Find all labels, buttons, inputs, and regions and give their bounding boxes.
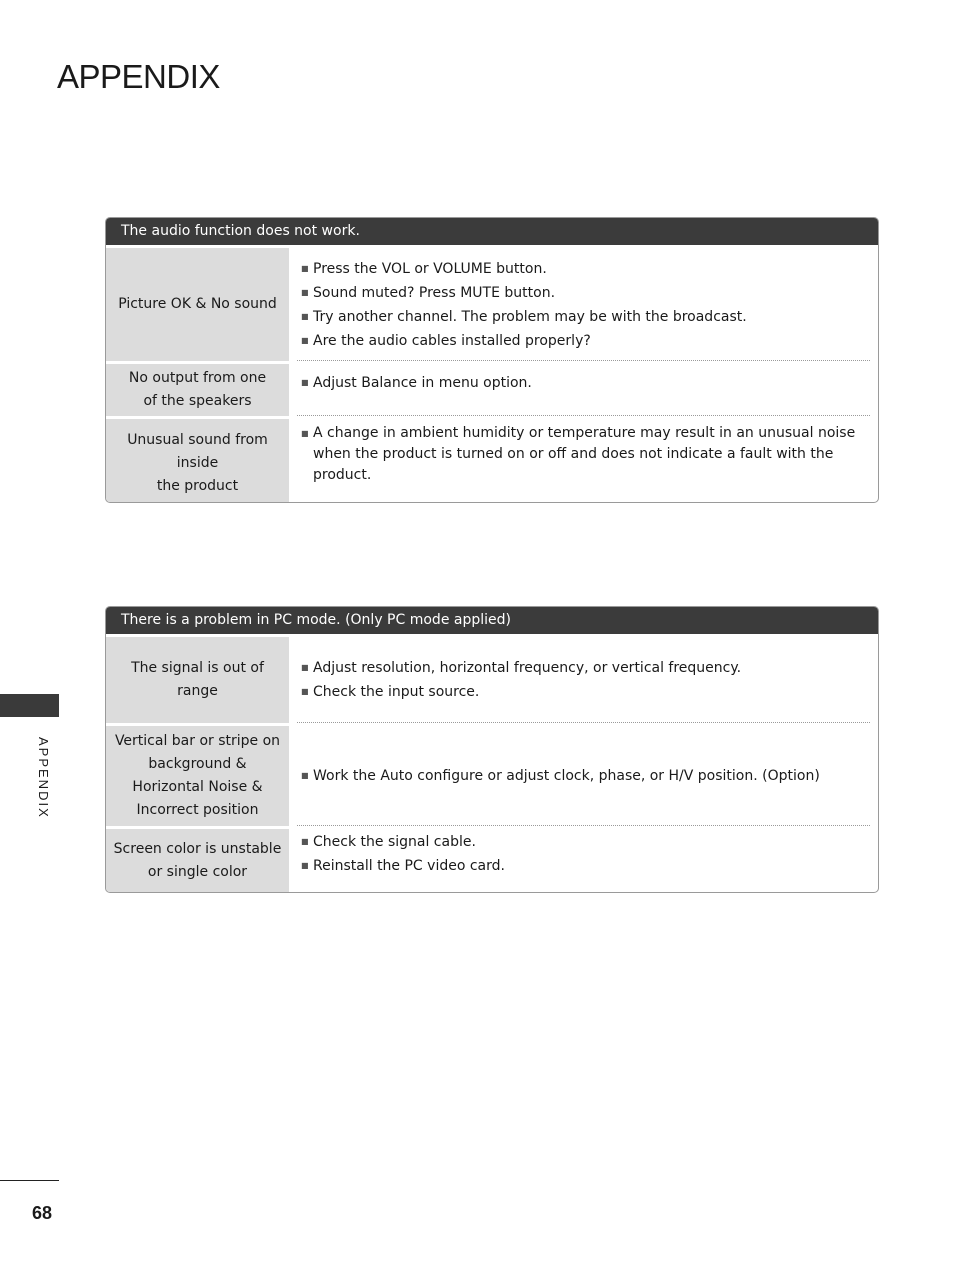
table-header: The audio function does not work.	[106, 218, 878, 245]
solution-item: ■ Check the input source.	[301, 680, 870, 704]
bullet-square-icon: ■	[301, 287, 309, 297]
solution-cell	[289, 829, 878, 893]
bullet-square-icon: ■	[301, 335, 309, 345]
bullet-square-icon: ■	[301, 429, 309, 438]
symptom-cell: Picture OK & No sound	[106, 248, 289, 361]
solution-item: ■ Adjust Balance in menu option.	[301, 371, 870, 395]
solution-cell	[289, 419, 878, 503]
solution-item: ■ Work the Auto configure or adjust clock, phase, or H/V position. (Option)	[301, 764, 870, 788]
table-row	[106, 826, 878, 893]
solution-cell	[289, 726, 878, 826]
bullet-square-icon: ■	[301, 861, 309, 870]
table-row	[106, 637, 878, 723]
bullet-square-icon: ■	[301, 837, 309, 846]
bullet-square-icon: ■	[301, 311, 309, 321]
solution-item: ■ Sound muted? Press MUTE button.	[301, 281, 870, 305]
symptom-cell: Unusual sound from inside the product	[106, 419, 289, 503]
solution-item: ■ Adjust resolution, horizontal frequency, or vertical frequency.	[301, 656, 870, 680]
solution-item: ■ Are the audio cables installed properly?	[301, 329, 870, 353]
page-number-rule	[0, 1180, 59, 1181]
page-number: 68	[32, 1203, 53, 1223]
table-row	[106, 248, 878, 361]
section-side-label: APPENDIX	[36, 737, 51, 819]
solution-cell	[289, 364, 878, 416]
symptom-cell: The signal is out of range	[106, 637, 289, 723]
table-header: There is a problem in PC mode. (Only PC mode applied)	[106, 607, 878, 634]
bullet-square-icon: ■	[301, 263, 309, 273]
table-row	[106, 416, 878, 503]
pc-trouble-table	[105, 606, 879, 893]
symptom-cell: No output from one of the speakers	[106, 364, 289, 416]
table-row	[106, 723, 878, 826]
solution-item: ■ A change in ambient humidity or temperature may result in an unusual noise when the product is turned on or off and does not indicate a fault with the product.	[301, 423, 870, 486]
bullet-square-icon: ■	[301, 687, 309, 696]
solution-cell	[289, 248, 878, 361]
bullet-square-icon: ■	[301, 771, 309, 780]
solution-item: ■ Press the VOL or VOLUME button.	[301, 257, 870, 281]
section-side-tab	[0, 694, 59, 717]
solution-item: ■ Check the signal cable.	[301, 830, 870, 854]
symptom-cell: Screen color is unstable or single color	[106, 829, 289, 893]
solution-item: ■ Reinstall the PC video card.	[301, 854, 870, 878]
table-row	[106, 361, 878, 416]
audio-trouble-table	[105, 217, 879, 503]
solution-item: ■ Try another channel. The problem may be with the broadcast.	[301, 305, 870, 329]
symptom-cell: Vertical bar or stripe on background & Horizontal Noise & Incorrect position	[106, 726, 289, 826]
bullet-square-icon: ■	[301, 378, 309, 387]
solution-cell	[289, 637, 878, 723]
bullet-square-icon: ■	[301, 663, 309, 672]
page-title: APPENDIX	[57, 58, 220, 95]
